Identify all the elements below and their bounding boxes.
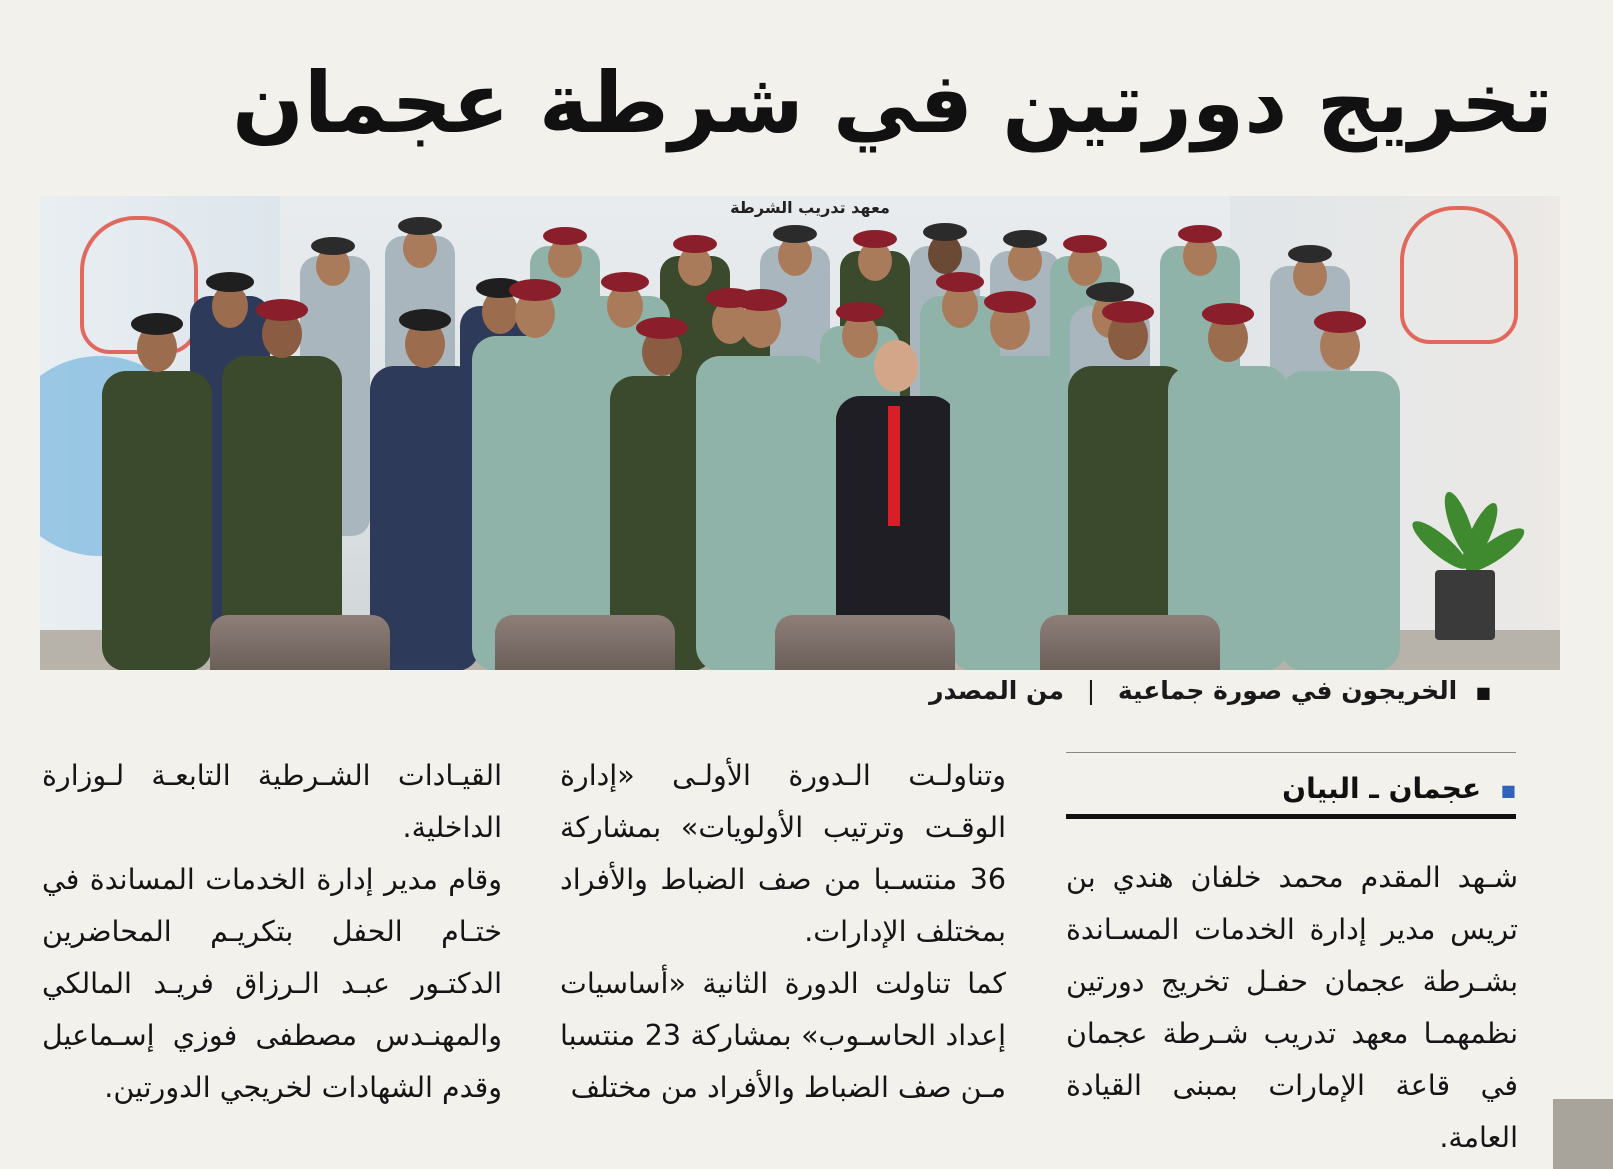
plant-graphic — [1410, 490, 1520, 640]
caption-separator: | — [1086, 676, 1096, 705]
caption-source: من المصدر — [929, 676, 1064, 705]
officers-group — [40, 196, 1560, 670]
dateline-text: عجمان ـ البيان — [1282, 772, 1482, 805]
paragraph: وتناولـت الـدورة الأولـى «إدارة الوقـت وترتيب الأولويات» بمشاركة 36 منتسـبا من صف الضباط والأفراد بمختلف الإدارات. — [560, 759, 1006, 948]
chair — [495, 615, 675, 670]
dateline — [1066, 772, 1516, 812]
paragraph: وقام مدير إدارة الخدمات المساندة في ختـام الحفل بتكريـم المحاضرين الدكتـور عبـد الـرزاق فريـد المالكي والمهنـدس مصطفى فوزي إسـماعيل وقدم الشهادات لخريجي الدورتين. — [42, 863, 502, 1104]
paragraph: شـهد المقدم محمد خلفان هندي بن تريس مدير إدارة الخدمات المسـاندة بشـرطة عجمان حفـل تخريج دورتين نظمهمـا معهد تدريب شـرطة عجمان في قاعة الإمارات بمبنى القيادة العامة. — [1066, 861, 1518, 1154]
divider — [1066, 752, 1516, 753]
article-column-middle — [560, 750, 1006, 1114]
page-corner — [1553, 1099, 1613, 1169]
caption-bullet-icon: ■ — [1475, 682, 1491, 702]
paragraph: كما تناولت الدورة الثانية «أساسيات إعداد الحاسـوب» بمشاركة 23 منتسبا مـن صف الضباط والأفراد من مختلف — [560, 967, 1007, 1104]
paragraph: القيـادات الشـرطية التابعـة لـوزارة الداخلية. — [42, 759, 502, 844]
caption-text: الخريجون في صورة جماعية — [1117, 676, 1458, 705]
headline: تخريج دورتين في شرطة عجمان — [232, 54, 1553, 152]
dateline-square-icon: ■ — [1500, 780, 1516, 800]
photo-caption — [791, 676, 1491, 712]
chair — [210, 615, 390, 670]
group-photo — [40, 196, 1560, 670]
chair — [775, 615, 955, 670]
article-column-right — [1066, 852, 1518, 1164]
article-column-left — [42, 750, 502, 1114]
dateline-rule — [1066, 814, 1516, 819]
photo-banner-text: معهد تدريب الشرطة — [730, 198, 890, 217]
chair — [1040, 615, 1220, 670]
